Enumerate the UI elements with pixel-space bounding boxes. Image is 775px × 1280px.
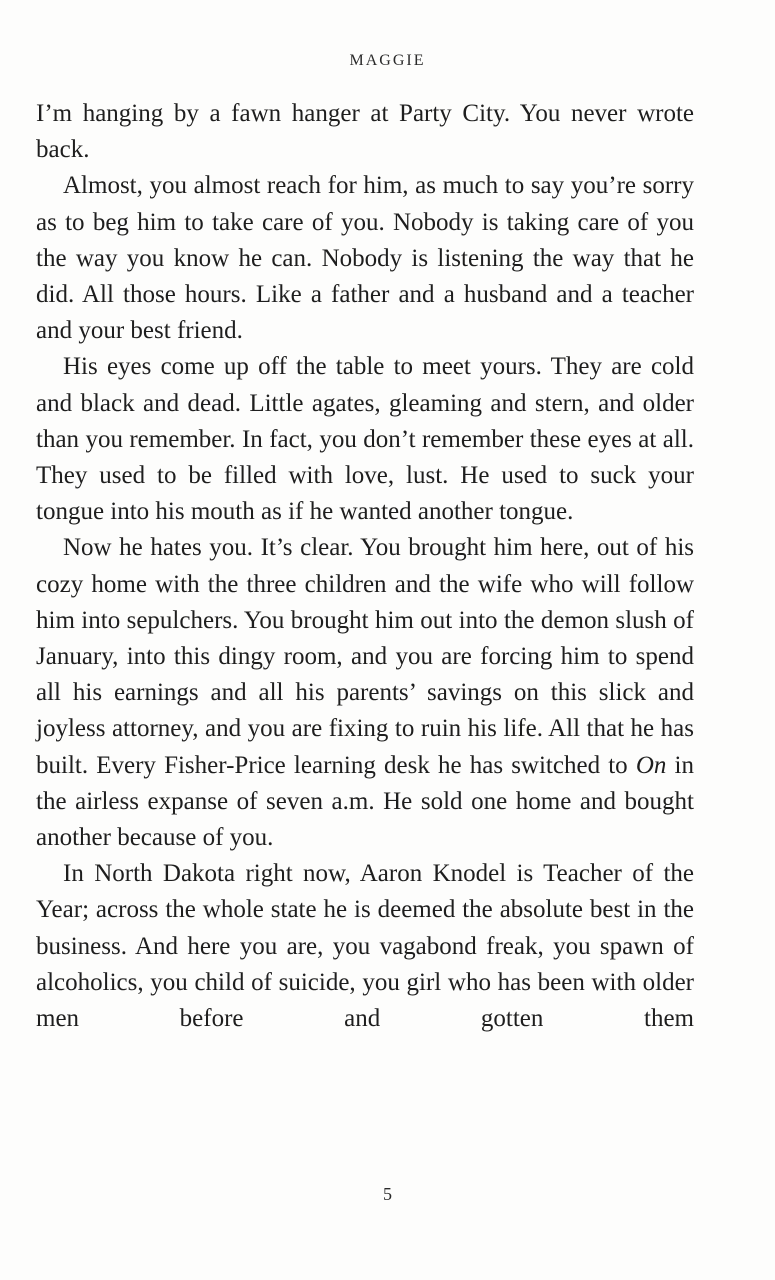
paragraph-5 [36,856,694,1037]
paragraph-4-text-b: in the airless expanse of seven a.m. He sold one home and bought another because of you. [36,751,694,852]
paragraph-5-text: In North Dakota right now, Aaron Knodel is Teacher of the Year; across the whole state he is deemed the absolute best in the business. And here you are, you vagabond freak, you spawn of alcoholics, you child of suicide, you girl who has been with older men before and gotten them [36,860,694,1033]
running-head: MAGGIE [349,52,426,69]
paragraph-2 [36,168,694,349]
paragraph-4 [36,530,694,856]
paragraph-3-text: His eyes come up off the table to meet yours. They are cold and black and dead. Little agates, gleaming and stern, and older than you remember. In fact, you don’t remember these eyes at all. They used to be filled with love, lust. He used to suck your tongue into his mouth as if he wanted another tongue. [36,353,694,526]
paragraph-1-text: I’m hanging by a fawn hanger at Party City. You never wrote back. [36,100,694,164]
body-text [36,96,694,1037]
page-number: 5 [383,1184,392,1204]
paragraph-2-text: Almost, you almost reach for him, as much to say you’re sorry as to beg him to take care of you. Nobody is taking care of you the way you know he can. Nobody is listening the way that he did. All those hours. Like a father and a husband and a teacher and your best friend. [36,172,694,345]
paragraph-4-text-a: Now he hates you. It’s clear. You brought him here, out of his cozy home with the three children and the wife who will follow him into sepulchers. You brought him out into the demon slush of January, into this dingy room, and you are forcing him to spend all his earnings and all his parents’ savings on this slick and joyless attorney, and you are fixing to ruin his life. All that he has built. Every Fisher-Price learning desk he has switched to [36,534,694,779]
paragraph-3 [36,349,694,530]
paragraph-4-italic-on: On [635,751,667,779]
paragraph-1 [36,96,694,168]
